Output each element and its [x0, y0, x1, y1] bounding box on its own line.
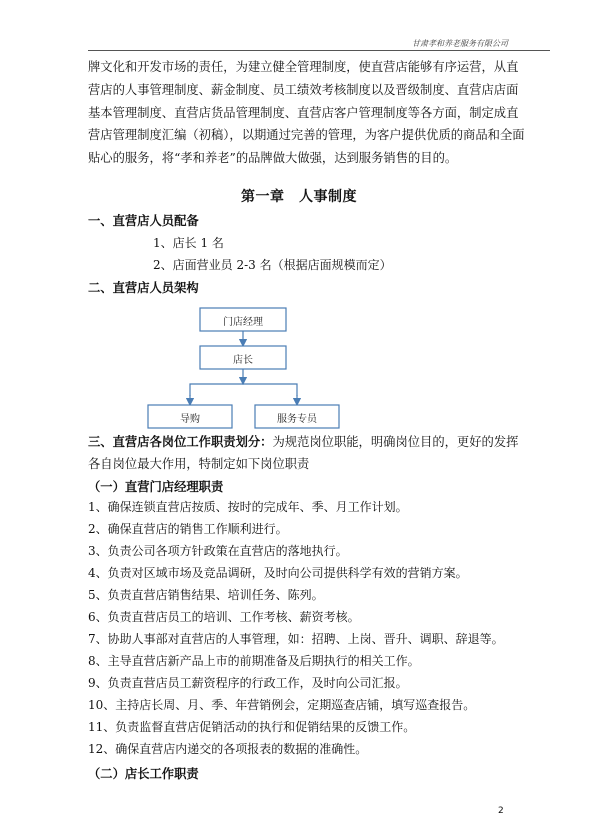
- duty-item: 2、确保直营店的销售工作顺利进行。: [88, 522, 288, 536]
- org-connector: [190, 384, 297, 396]
- duty-item: 1、确保连锁直营店按质、按时的完成年、季、月工作计划。: [88, 500, 408, 514]
- section3-heading: [88, 431, 520, 454]
- section1-heading: 一、直营店人员配备: [88, 213, 199, 228]
- org-label-guide: 导购: [180, 414, 200, 425]
- section3-heading-rest: 为规范岗位职能，明确岗位目的，更好的发挥: [272, 435, 519, 449]
- intro-line: 基本管理制度、直营店货品管理制度、直营店客户管理制度等各方面，制定成直: [88, 105, 519, 120]
- section3-heading-bold: 三、直营店各岗位工作职责划分：: [88, 434, 273, 449]
- intro-line: 牌文化和开发市场的责任，为建立健全管理制度，使直营店能够有序运营，从直: [88, 60, 519, 74]
- section3-heading-line2: 各自岗位最大作用，特制定如下岗位职责: [88, 457, 310, 471]
- intro-line: 贴心的服务，将“孝和养老”的品牌做大做强，达到服务销售的目的。: [88, 151, 458, 166]
- duty-item: 9、负责直营店员工薪资程序的行政工作，及时向公司汇报。: [88, 676, 408, 690]
- duty-item: 11、负责监督直营店促销活动的执行和促销结果的反馈工作。: [88, 720, 416, 734]
- staff-item: 2、店面营业员 2-3 名（根据店面规模而定）: [153, 258, 392, 272]
- duty-item: 5、负责直营店销售结果、培训任务、陈列。: [88, 588, 324, 602]
- sub-heading-store-manager: （一）直营门店经理职责: [88, 479, 224, 494]
- header-company-name: 甘肃孝和养老服务有限公司: [412, 39, 508, 48]
- intro-line: 营店管理制度汇编（初稿），以期通过完善的管理，为客户提供优质的商品和全面: [88, 128, 525, 143]
- section2-heading: 二、直营店人员架构: [88, 280, 199, 295]
- intro-line: 营店的人事管理制度、薪金制度、员工绩效考核制度以及晋级制度、直营店店面: [88, 82, 519, 97]
- duty-item: 8、主导直营店新产品上市的前期准备及后期执行的相关工作。: [88, 654, 420, 668]
- page-number: 2: [498, 806, 504, 816]
- duty-item: 10、主持店长周、月、季、年营销例会，定期巡查店铺，填写巡查报告。: [88, 698, 476, 712]
- sub-heading-shop-manager: （二）店长工作职责: [88, 766, 199, 781]
- duty-item: 6、负责直营店员工的培训、工作考核、薪资考核。: [88, 610, 360, 624]
- duty-item: 3、负责公司各项方针政策在直营店的落地执行。: [88, 544, 348, 558]
- duty-item: 12、确保直营店内递交的各项报表的数据的准确性。: [88, 742, 368, 756]
- chapter-title: 第一章 人事制度: [241, 189, 357, 205]
- org-label-service: 服务专员: [277, 414, 317, 425]
- duty-item: 4、负责对区域市场及竞品调研，及时向公司提供科学有效的营销方案。: [88, 566, 468, 580]
- org-label-store-manager: 门店经理: [223, 317, 263, 328]
- staff-item: 1、店长 1 名: [153, 236, 224, 250]
- org-label-shop-manager: 店长: [233, 355, 253, 366]
- duty-item: 7、协助人事部对直营店的人事管理，如：招聘、上岗、晋升、调职、辞退等。: [88, 632, 504, 646]
